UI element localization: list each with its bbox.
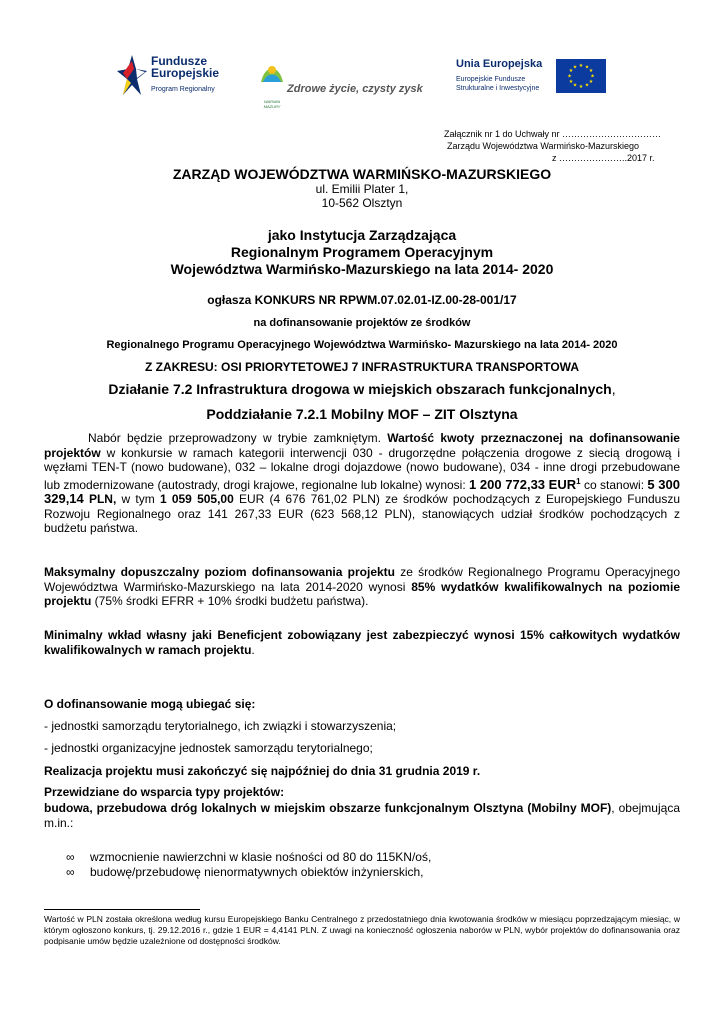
action-title: Działanie 7.2 Infrastruktura drogowa w miejskich obszarach funkcjonalnych bbox=[108, 381, 612, 397]
svg-text:★: ★ bbox=[584, 82, 590, 89]
svg-text:★: ★ bbox=[567, 73, 572, 80]
p1-t6: EUR (4 676 761,02 PLN) ze środków pochodzących z Europejskiego Funduszu Rozwoju Regionalnego oraz 141 267,33 EUR (623 568,12 PLN), stanowiących udział środków pochodzących z budżetu państwa. bbox=[44, 492, 680, 535]
contest-funding: na dofinansowanie projektów ze środków bbox=[253, 317, 471, 329]
ue-sub bbox=[456, 75, 539, 93]
p1-amount2: 1 059 505,00 bbox=[159, 492, 234, 506]
ue-sub-line2: Strukturalne i Inwestycyjne bbox=[456, 85, 540, 92]
p1-t3: w konkursie w ramach kategorii interwencji 030 - drugorzędne połączenia drogowe z siecią drogową i węzłami TEN-T (nowo budowane), 032 – lokalne drogi dojazdowe (nowo budowane), 034 - inne drogi przebudowane lub zmodernizowane (autostrady, drogi krajowe, regionalne lub lokalne) wynosi: bbox=[44, 445, 680, 492]
svg-text:★: ★ bbox=[590, 73, 595, 80]
svg-text:★: ★ bbox=[578, 84, 584, 90]
contest-subaction: Poddziałanie 7.2.1 Mobilny MOF – ZIT Olsztyna bbox=[206, 406, 518, 422]
authority-city: 10-562 Olsztyn bbox=[321, 196, 403, 210]
p1-amount-eur: 1 200 772,33 EUR bbox=[469, 476, 577, 492]
p1-amount-pln: 5 300 329,14 bbox=[44, 476, 680, 506]
footnote: Wartość w PLN została określona według kursu Europejskiego Banku Centralnego z przedostatniego dnia kwotowania środków w miesiącu poprzedzającym miesiąc, w którym ogłoszono konkurs, tj. 29.12.2016 r., gdzie 1 EUR = 4,4141 PLN. Z uwagi na konieczność ogłoszenia naborów w PLN, wybór projektów do dofinansowania oraz podpisanie umów będzie uzależnione od dostępności środków. bbox=[44, 914, 680, 946]
types-bullet2: budowę/przebudowę nienormatywnych obiektów inżynierskich, bbox=[90, 865, 424, 879]
p1-t2: Wartość kwoty przeznaczonej na dofinansowanie projektów bbox=[44, 431, 680, 460]
p2-t3: 85% wydatków kwalifikowalnych na poziomie projektu bbox=[44, 579, 680, 608]
paragraph-own-contribution bbox=[44, 628, 680, 657]
p1-footnote-ref: 1 bbox=[576, 476, 581, 486]
fe-star-icon bbox=[117, 55, 147, 99]
types-bullet1: wzmocnienie nawierzchni w klasie nośności od 80 do 115KN/oś, bbox=[90, 850, 432, 864]
types-t2: , obejmująca m.in.: bbox=[44, 801, 680, 830]
authority-role2: Regionalnym Programem Operacyjnym bbox=[230, 244, 494, 260]
types-description bbox=[44, 801, 680, 830]
svg-text:★: ★ bbox=[568, 79, 574, 85]
annex-note bbox=[444, 128, 684, 164]
p1-t5: w tym bbox=[116, 492, 160, 506]
paragraph-max-funding bbox=[44, 565, 680, 609]
annex-line1: Załącznik nr 1 do Uchwały nr …………………………… bbox=[444, 129, 662, 139]
svg-text:★: ★ bbox=[588, 79, 594, 85]
p1-t4: co stanowi: bbox=[580, 477, 648, 492]
annex-line2: Zarządu Województwa Warmińsko-Mazurskiego bbox=[447, 141, 640, 151]
authority-role3: Województwa Warmińsko-Mazurskiego na lata 2014- 2020 bbox=[170, 261, 554, 277]
authority-street: ul. Emilii Plater 1, bbox=[315, 182, 409, 196]
svg-text:★: ★ bbox=[584, 64, 590, 71]
p1-pln: PLN, bbox=[83, 492, 117, 506]
warmia-mazury-logo bbox=[257, 60, 287, 109]
contest-announce: ogłasza KONKURS NR RPWM.07.02.01-IZ.00-28-001/17 bbox=[207, 293, 517, 307]
bullet-icon: ∞ bbox=[66, 865, 75, 879]
bullet-icon: ∞ bbox=[66, 850, 75, 864]
action-comma: , bbox=[611, 381, 616, 397]
warmia-mazury-icon bbox=[257, 60, 287, 94]
svg-text:★: ★ bbox=[568, 68, 574, 74]
paragraph-allocation bbox=[44, 431, 680, 536]
annex-line3: z …………………..2017 r. bbox=[552, 153, 655, 163]
footnote-divider bbox=[44, 909, 200, 910]
fe-name-line2: Europejskie bbox=[151, 65, 220, 80]
p2-t2: ze środków Regionalnego Programu Operacyjnego Województwa Warmińsko-Mazurskiego na lata 2014-2020 wynosi bbox=[44, 565, 680, 594]
svg-text:★: ★ bbox=[578, 63, 584, 69]
eligible-item2: - jednostki organizacyjne jednostek samorządu terytorialnego; bbox=[44, 741, 373, 755]
eligible-item1: - jednostki samorządu terytorialnego, ich związki i stowarzyszenia; bbox=[44, 719, 397, 733]
wm-slogan: Zdrowe życie, czysty zysk bbox=[287, 83, 423, 95]
ue-title: Unia Europejska bbox=[456, 58, 543, 70]
fe-sub: Program Regionalny bbox=[151, 86, 215, 93]
fe-name bbox=[151, 56, 219, 79]
authority-name: ZARZĄD WOJEWÓDZTWA WARMIŃSKO-MAZURSKIEGO bbox=[172, 166, 552, 182]
p1-t1: Nabór będzie przeprowadzony w trybie zamkniętym. bbox=[88, 431, 388, 445]
svg-text:★: ★ bbox=[572, 82, 578, 89]
contest-axis: Z ZAKRESU: OSI PRIORYTETOWEJ 7 INFRASTRUKTURA TRANSPORTOWA bbox=[144, 360, 579, 374]
p2-t1: Maksymalny dopuszczalny poziom dofinansowania projektu bbox=[44, 565, 395, 579]
svg-text:★: ★ bbox=[572, 64, 578, 71]
authority-role1: jako Instytucja Zarządzająca bbox=[267, 227, 457, 243]
eligible-heading: O dofinansowanie mogą ubiegać się: bbox=[44, 697, 256, 711]
eu-flag-icon bbox=[556, 59, 606, 93]
wm-logo-text: WARMIA MAZURY bbox=[263, 99, 281, 109]
deadline: Realizacja projektu musi zakończyć się najpóźniej do dnia 31 grudnia 2019 r. bbox=[44, 764, 481, 778]
contest-action bbox=[0, 381, 724, 397]
ue-sub-line1: Europejskie Fundusze bbox=[456, 76, 526, 83]
types-t1: budowa, przebudowa dróg lokalnych w miejskim obszarze funkcjonalnym Olsztyna (Mobilny MOF) bbox=[44, 801, 612, 815]
svg-text:★: ★ bbox=[588, 68, 594, 74]
p3-t1: Minimalny wkład własny jaki Beneficjent zobowiązany jest zabezpieczyć wynosi 15% całkowitych wydatków kwalifikowalnych w ramach projektu bbox=[44, 628, 680, 657]
fe-name-line1: Fundusze bbox=[151, 54, 207, 68]
eu-flag bbox=[556, 59, 606, 98]
types-heading: Przewidziane do wsparcia typy projektów: bbox=[44, 785, 285, 799]
p3-t2: . bbox=[251, 642, 255, 657]
contest-program: Regionalnego Programu Operacyjnego Województwa Warmińsko- Mazurskiego na lata 2014- 2020 bbox=[106, 339, 618, 351]
p2-t4: (75% środki EFRR + 10% środki budżetu państwa). bbox=[91, 594, 369, 608]
